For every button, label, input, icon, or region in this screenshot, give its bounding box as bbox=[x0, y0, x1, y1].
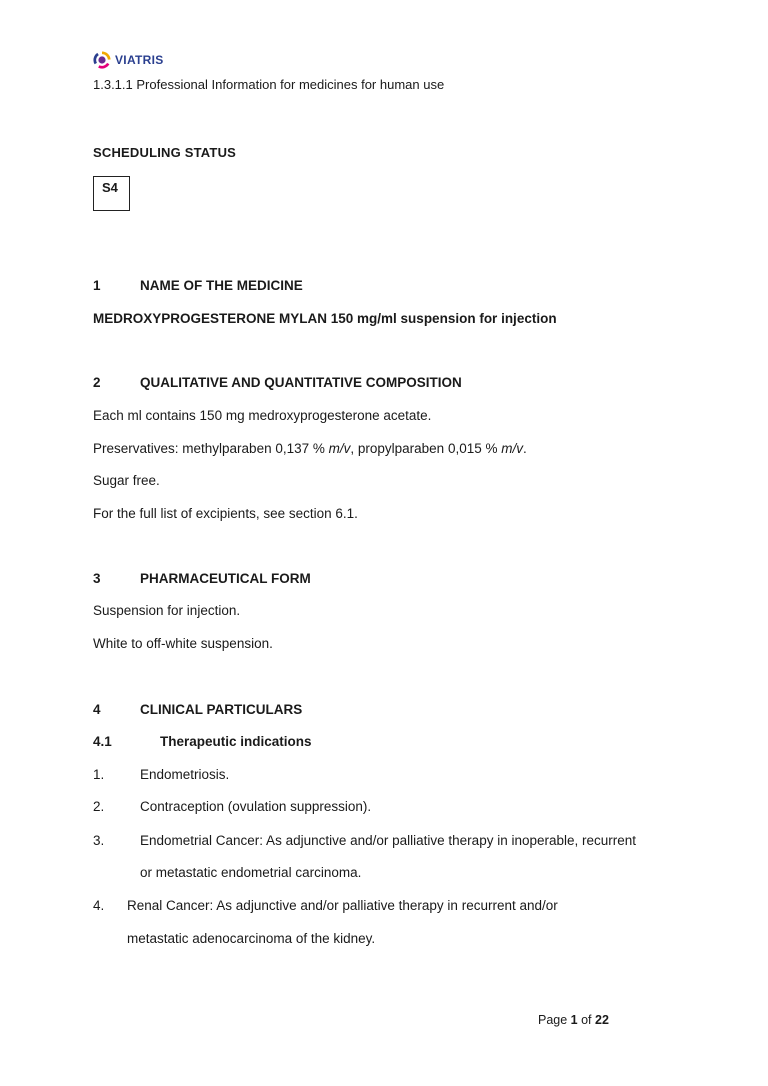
indication-3-text-line-2: or metastatic endometrial carcinoma. bbox=[140, 865, 362, 880]
document-reference: 1.3.1.1 Professional Information for medicines for human use bbox=[93, 77, 445, 92]
indication-3-number: 3. bbox=[93, 833, 105, 848]
preservatives-suffix: . bbox=[522, 441, 527, 456]
page-total: 22 bbox=[595, 1013, 609, 1027]
form-line-2: White to off-white suspension. bbox=[93, 636, 273, 651]
preservatives-unit-1: m/v bbox=[328, 441, 351, 456]
page-label: Page bbox=[538, 1013, 571, 1027]
section-1-title: NAME OF THE MEDICINE bbox=[140, 278, 303, 293]
subsection-4-1-title: Therapeutic indications bbox=[160, 734, 312, 749]
scheduling-status-box bbox=[93, 176, 130, 211]
subsection-4-1-number: 4.1 bbox=[93, 734, 112, 749]
page-of-label: of bbox=[577, 1013, 595, 1027]
preservatives-unit-2: m/v bbox=[501, 441, 523, 456]
page-number bbox=[538, 1013, 609, 1027]
viatris-logo bbox=[93, 51, 164, 69]
section-4-number: 4 bbox=[93, 702, 101, 717]
section-4-title: CLINICAL PARTICULARS bbox=[140, 702, 303, 717]
indication-4-text-line-1: Renal Cancer: As adjunctive and/or palliative therapy in recurrent and/or bbox=[127, 898, 558, 913]
indication-1-number: 1. bbox=[93, 767, 105, 782]
page-current: 1 bbox=[570, 1013, 578, 1027]
section-2-number: 2 bbox=[93, 375, 101, 390]
brand-name: VIATRIS bbox=[115, 53, 164, 67]
section-2-title: QUALITATIVE AND QUANTITATIVE COMPOSITION bbox=[140, 375, 462, 390]
sugar-free-line: Sugar free. bbox=[93, 473, 160, 488]
indication-4-text-line-2: metastatic adenocarcinoma of the kidney. bbox=[127, 931, 376, 946]
excipients-reference-line: For the full list of excipients, see section 6.1. bbox=[93, 506, 358, 521]
product-name: MEDROXYPROGESTERONE MYLAN 150 mg/ml suspension for injection bbox=[93, 311, 557, 326]
indication-1-text: Endometriosis. bbox=[140, 767, 230, 782]
viatris-logo-icon bbox=[93, 51, 111, 69]
preservatives-middle: , propylparaben 0,015 % bbox=[350, 441, 502, 456]
section-3-title: PHARMACEUTICAL FORM bbox=[140, 571, 311, 586]
indication-4-number: 4. bbox=[93, 898, 105, 913]
indication-2-number: 2. bbox=[93, 799, 105, 814]
indication-2-text: Contraception (ovulation suppression). bbox=[140, 799, 372, 814]
section-3-number: 3 bbox=[93, 571, 101, 586]
form-line-1: Suspension for injection. bbox=[93, 603, 241, 618]
preservatives-prefix: Preservatives: methylparaben 0,137 % bbox=[93, 441, 329, 456]
scheduling-status-value: S4 bbox=[102, 180, 118, 195]
scheduling-status-heading: SCHEDULING STATUS bbox=[93, 145, 237, 160]
indication-3-text-line-1: Endometrial Cancer: As adjunctive and/or palliative therapy in inoperable, recurrent bbox=[140, 833, 637, 848]
section-1-number: 1 bbox=[93, 278, 101, 293]
preservatives-line bbox=[93, 441, 527, 456]
composition-line: Each ml contains 150 mg medroxyprogesterone acetate. bbox=[93, 408, 432, 423]
